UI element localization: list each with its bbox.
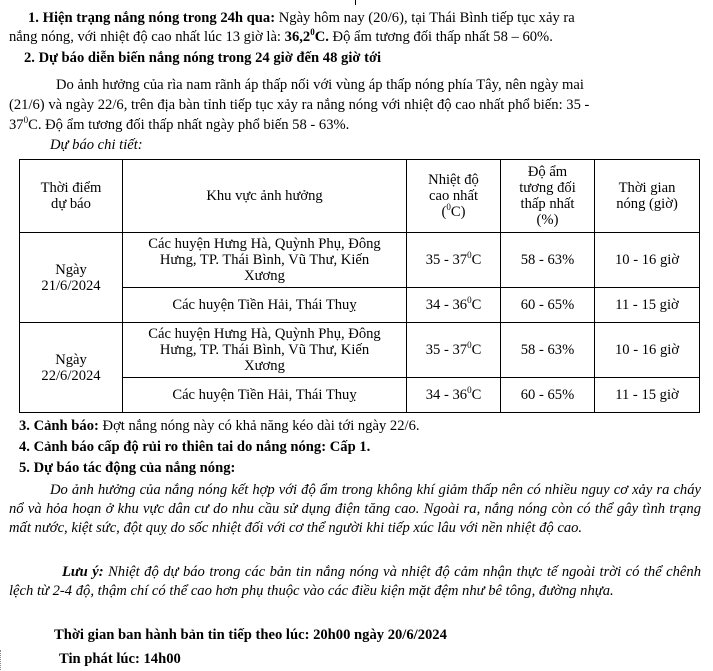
header-affected-area: Khu vực ảnh hưởng — [123, 160, 407, 233]
section-2-para-line-1: Do ảnh hưởng của rìa nam rãnh áp thấp nối với vùng áp thấp nóng phía Tây, nên ngày mai — [56, 77, 584, 93]
area-cell: Các huyện Hưng Hà, Quỳnh Phụ, Đông Hưng, TP. Thái Bình, Vũ Thư, Kiến Xương — [123, 233, 407, 288]
page-top-mark — [355, 0, 356, 5]
issued-at-time: Tin phát lúc: 14h00 — [59, 651, 181, 667]
section-4-heading: 4. Cảnh báo cấp độ rủi ro thiên tai do nắng nóng: Cấp 1. — [19, 439, 371, 455]
area-cell: Các huyện Tiền Hải, Thái Thuỵ — [123, 378, 407, 413]
detail-forecast-label: Dự báo chi tiết: — [50, 137, 143, 153]
section-3-heading: 3. Cảnh báo: — [19, 418, 99, 434]
note-text: Nhiệt độ dự báo trong các bản tin nắng nóng và nhiệt độ cảm nhận thực tế ngoài trời có thể chênh lệch từ 2-4 độ, thậm chí có thể cao hơn phụ thuộc vào các điều kiện mặt đệm như bê tông, đường nhựa. — [9, 564, 701, 599]
page-edge-mark — [0, 650, 13, 670]
max-temp-cell: $35 - 37^0C$ — [407, 233, 501, 288]
next-issue-time: Thời gian ban hành bản tin tiếp theo lúc: 20h00 ngày 20/6/2024 — [54, 627, 447, 643]
max-temp-cell: $34 - 36^0C$ — [407, 378, 501, 413]
forecast-date: Ngày 22/6/2024 — [20, 323, 123, 413]
header-hot-duration: Thời gian nóng (giờ) — [595, 160, 700, 233]
section-2-para-line-2: (21/6) và ngày 22/6, trên địa bàn tỉnh tiếp tục xảy ra nắng nóng với nhiệt độ cao nhất phổ biến: 35 - — [9, 97, 590, 113]
duration-cell: 10 - 16 giờ — [595, 323, 700, 378]
duration-cell: 11 - 15 giờ — [595, 378, 700, 413]
forecast-date: Ngày 21/6/2024 — [20, 233, 123, 323]
max-temp-cell: $35 - 37^0C$ — [407, 323, 501, 378]
max-temp-cell: $34 - 36^0C$ — [407, 288, 501, 323]
section-1-line-1 — [28, 9, 575, 27]
area-cell: Các huyện Tiền Hải, Thái Thuỵ — [123, 288, 407, 323]
humidity-cell: 58 - 63% — [501, 323, 595, 378]
section-5-heading: 5. Dự báo tác động của nắng nóng: — [19, 460, 236, 476]
humidity-cell: 60 - 65% — [501, 378, 595, 413]
forecast-table — [19, 159, 700, 413]
area-cell: Các huyện Hưng Hà, Quỳnh Phụ, Đông Hưng, TP. Thái Bình, Vũ Thư, Kiến Xương — [123, 323, 407, 378]
duration-cell: 11 - 15 giờ — [595, 288, 700, 323]
note-label: Lưu ý: — [62, 564, 104, 580]
note-paragraph — [9, 563, 701, 601]
header-max-temp: Nhiệt độ cao nhất ($^0$C) — [407, 160, 501, 233]
humidity-cell: 60 - 65% — [501, 288, 595, 323]
section-1-line-2: nắng nóng, với nhiệt độ cao nhất lúc 13 giờ là: 36,2$^0$C. Độ ẩm tương đối thấp nhất 58 – 60%. — [9, 27, 553, 45]
section-3-text: Đợt nắng nóng này có khả năng kéo dài tới ngày 22/6. — [98, 418, 420, 434]
section-1-heading: 1. Hiện trạng nắng nóng trong 24h qua: — [28, 10, 276, 26]
humidity-cell: 58 - 63% — [501, 233, 595, 288]
table-header-row — [20, 160, 700, 233]
table-row — [20, 323, 700, 378]
section-3-line — [19, 417, 420, 435]
max-temperature: 36,2$^0$C. — [284, 27, 329, 45]
section-2-para-line-3: $37^0C$. Độ ẩm tương đối thấp nhất ngày phổ biến 58 - 63%. — [9, 115, 350, 133]
header-forecast-time: Thời điểm dự báo — [20, 160, 123, 233]
duration-cell: 10 - 16 giờ — [595, 233, 700, 288]
section-1-text: Ngày hôm nay (20/6), tại Thái Bình tiếp tục xảy ra — [275, 10, 575, 26]
table-row — [20, 233, 700, 288]
impact-paragraph: Do ảnh hưởng của nắng nóng kết hợp với độ ẩm trong không khí giảm thấp nên có nhiều nguy cơ xảy ra cháy nổ và hỏa hoạn ở khu vực dân cư do nhu cầu sử dụng điện tăng cao. Ngoài ra, nắng nóng còn có thể gây tình trạng mất nước, kiệt sức, đột quỵ do sốc nhiệt đối với cơ thể người khi tiếp xúc lâu với nền nhiệt độ cao. — [9, 482, 701, 536]
header-min-humidity: Độ ẩm tương đối thấp nhất (%) — [501, 160, 595, 233]
section-2-heading: 2. Dự báo diễn biến nắng nóng trong 24 giờ đến 48 giờ tới — [24, 50, 382, 66]
